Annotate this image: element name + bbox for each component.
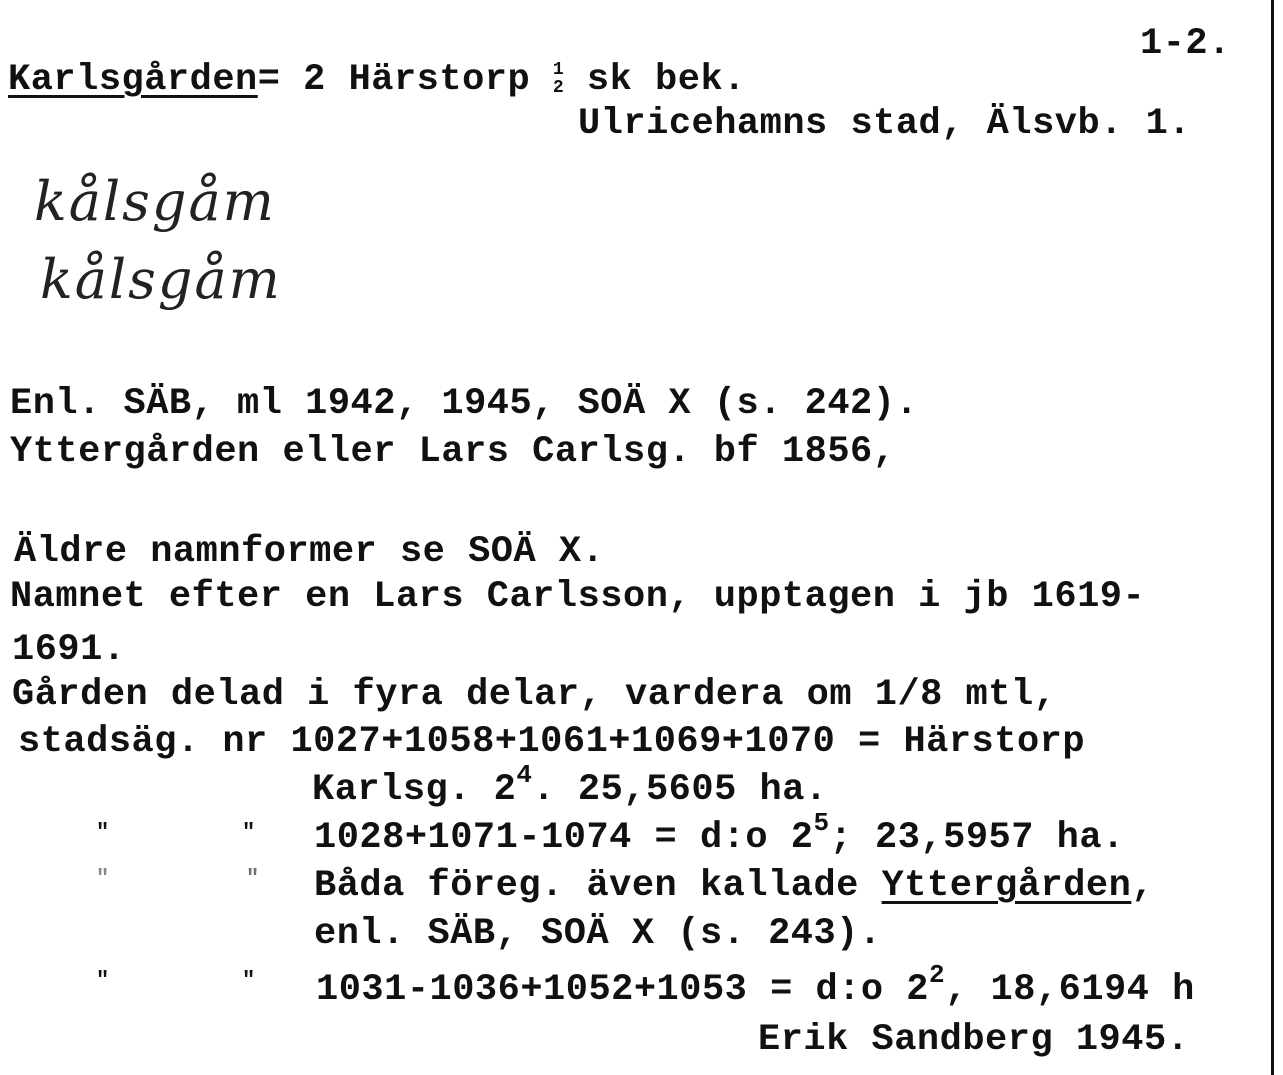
text-line-6: Gården delad i fyra delar, vardera om 1/8 mtl, [12, 674, 1057, 716]
place-name: Karlsgården [8, 59, 258, 101]
text-line-2: Yttergården eller Lars Carlsg. bf 1856, [10, 431, 896, 473]
header-prefix: = 2 Härstorp [257, 59, 553, 101]
ditto-mark: " [96, 820, 110, 845]
text-line-11: enl. SÄB, SOÄ X (s. 243). [314, 913, 882, 955]
fraction-numerator: 1 [552, 60, 565, 81]
handwritten-line-1: kålsgåm [34, 170, 276, 233]
location-line: Ulricehamns stad, Älsvb. 1. [578, 103, 1191, 145]
text-line-4: Namnet efter en Lars Carlsson, upptagen i jb 1619- [10, 576, 1146, 618]
ditto-mark: " [96, 866, 110, 891]
line-10-end: , [1131, 865, 1155, 907]
fraction-denominator: 2 [552, 78, 565, 99]
ditto-mark: " [246, 866, 260, 891]
line-8-superscript: 4 [516, 759, 533, 790]
text-line-8 [312, 759, 828, 812]
text-line-1: Enl. SÄB, ml 1942, 1945, SOÄ X (s. 242). [10, 383, 919, 425]
text-line-9 [314, 807, 1125, 860]
line-9-start: 1028+1071-1074 = d:o 2 [314, 817, 814, 859]
text-line-10 [314, 864, 1154, 908]
line-12-end: , 18,6194 h [945, 969, 1195, 1011]
ditto-mark: " [242, 968, 256, 993]
signature: Erik Sandberg 1945. [758, 1019, 1190, 1061]
handwritten-line-2: kålsgåm [40, 248, 282, 311]
header-line [8, 58, 746, 102]
ditto-mark: " [96, 968, 110, 993]
line-8-start: Karlsg. 2 [312, 769, 517, 811]
card-number: 1-2. [1140, 23, 1231, 65]
text-line-7: stadsäg. nr 1027+1058+1061+1069+1070 = Härstorp [18, 721, 1086, 763]
card-edge [1271, 0, 1274, 1075]
header-suffix: sk bek. [564, 59, 746, 101]
line-10-underlined: Yttergården [881, 865, 1132, 907]
line-9-end: ; 23,5957 ha. [829, 817, 1125, 859]
line-10-start: Båda föreg. även kallade [314, 865, 882, 907]
text-line-5: 1691. [12, 629, 126, 671]
text-line-12 [316, 959, 1195, 1012]
text-line-3: Äldre namnformer se SOÄ X. [14, 531, 605, 573]
line-8-end: . 25,5605 ha. [532, 769, 828, 811]
line-12-start: 1031-1036+1052+1053 = d:o 2 [316, 969, 929, 1011]
line-12-superscript: 2 [929, 959, 946, 990]
line-9-superscript: 5 [813, 807, 830, 838]
ditto-mark: " [242, 820, 256, 845]
fraction [553, 61, 564, 97]
